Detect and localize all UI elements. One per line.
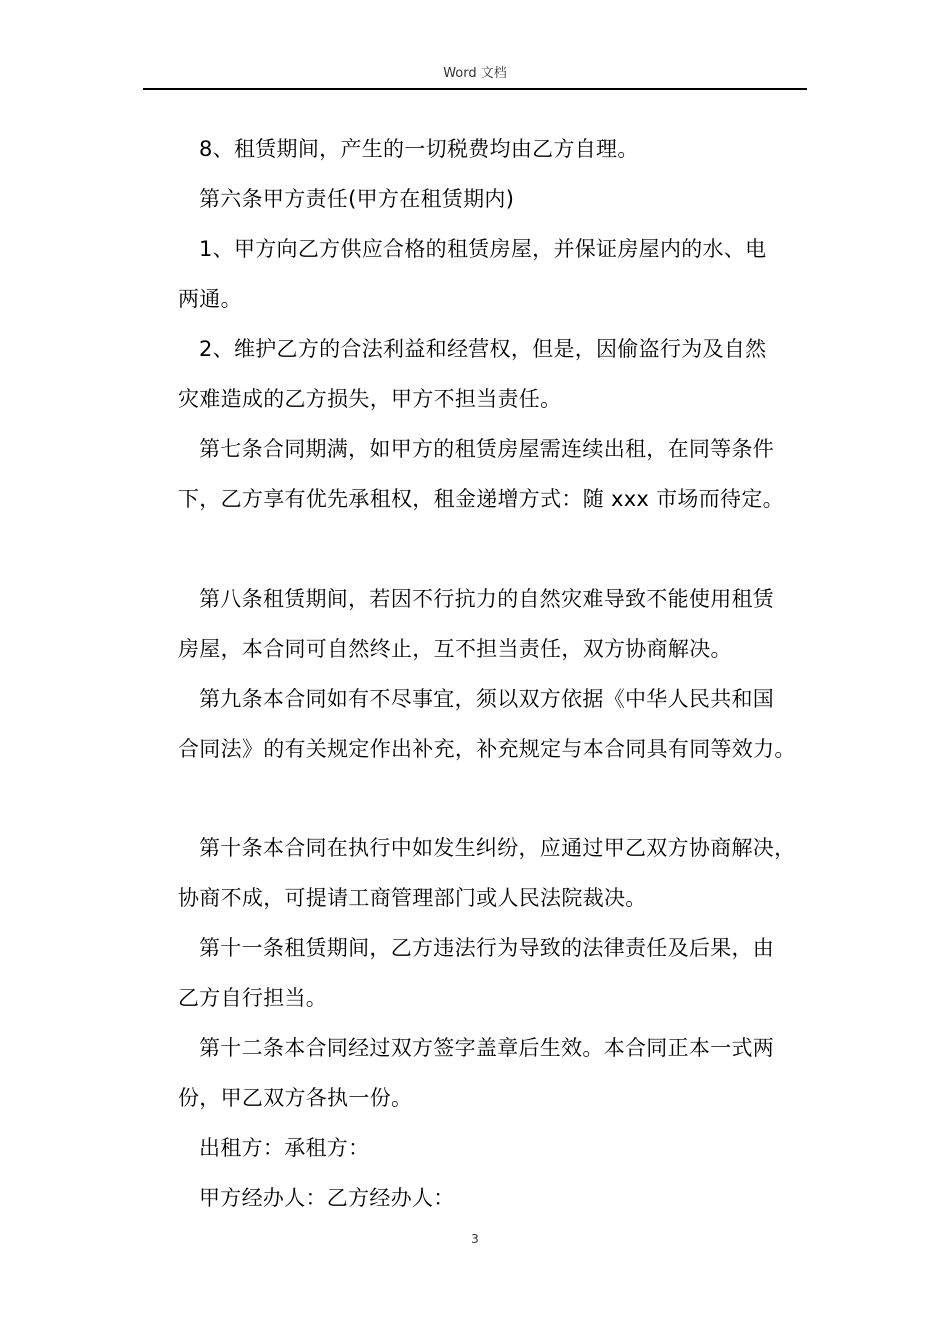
paragraph-line: 份，甲乙双方各执一份。 [178,1086,413,1110]
page-header: Word 文档 [443,66,507,81]
header-divider [143,88,807,90]
paragraph-line: 出租方：承租方： [199,1136,370,1160]
paragraph-line: 乙方自行担当。 [178,986,328,1010]
paragraph-line: 第六条甲方责任(甲方在租赁期内) [199,187,515,211]
paragraph-line: 协商不成，可提请工商管理部门或人民法院裁决。 [178,886,647,910]
paragraph-line: 2、维护乙方的合法利益和经营权，但是，因偷盗行为及自然 [199,337,767,361]
paragraph-line: 1、甲方向乙方供应合格的租赁房屋，并保证房屋内的水、电 [199,237,767,261]
paragraph-line: 8、租赁期间，产生的一切税费均由乙方自理。 [199,137,639,161]
paragraph-line: 下，乙方享有优先承租权，租金递增方式：随 xxx 市场而待定。 [178,487,784,511]
page-number: 3 [471,1232,479,1246]
paragraph-line: 第十条本合同在执行中如发生纠纷，应通过甲乙双方协商解决， [199,836,796,860]
paragraph-line: 第十二条本合同经过双方签字盖章后生效。本合同正本一式两 [199,1036,775,1060]
paragraph-line: 甲方经办人：乙方经办人： [199,1186,455,1210]
paragraph-line: 灾难造成的乙方损失，甲方不担当责任。 [178,387,562,411]
paragraph-line: 第十一条租赁期间，乙方违法行为导致的法律责任及后果，由 [199,936,775,960]
paragraph-line: 第八条租赁期间，若因不行抗力的自然灾难导致不能使用租赁 [199,587,775,611]
paragraph-line: 第九条本合同如有不尽事宜，须以双方依据《中华人民共和国 [199,687,775,711]
paragraph-line: 合同法》的有关规定作出补充，补充规定与本合同具有同等效力。 [178,737,796,761]
paragraph-line: 第七条合同期满，如甲方的租赁房屋需连续出租，在同等条件 [199,437,775,461]
paragraph-line: 两通。 [178,287,242,311]
paragraph-line: 房屋，本合同可自然终止，互不担当责任，双方协商解决。 [178,637,732,661]
